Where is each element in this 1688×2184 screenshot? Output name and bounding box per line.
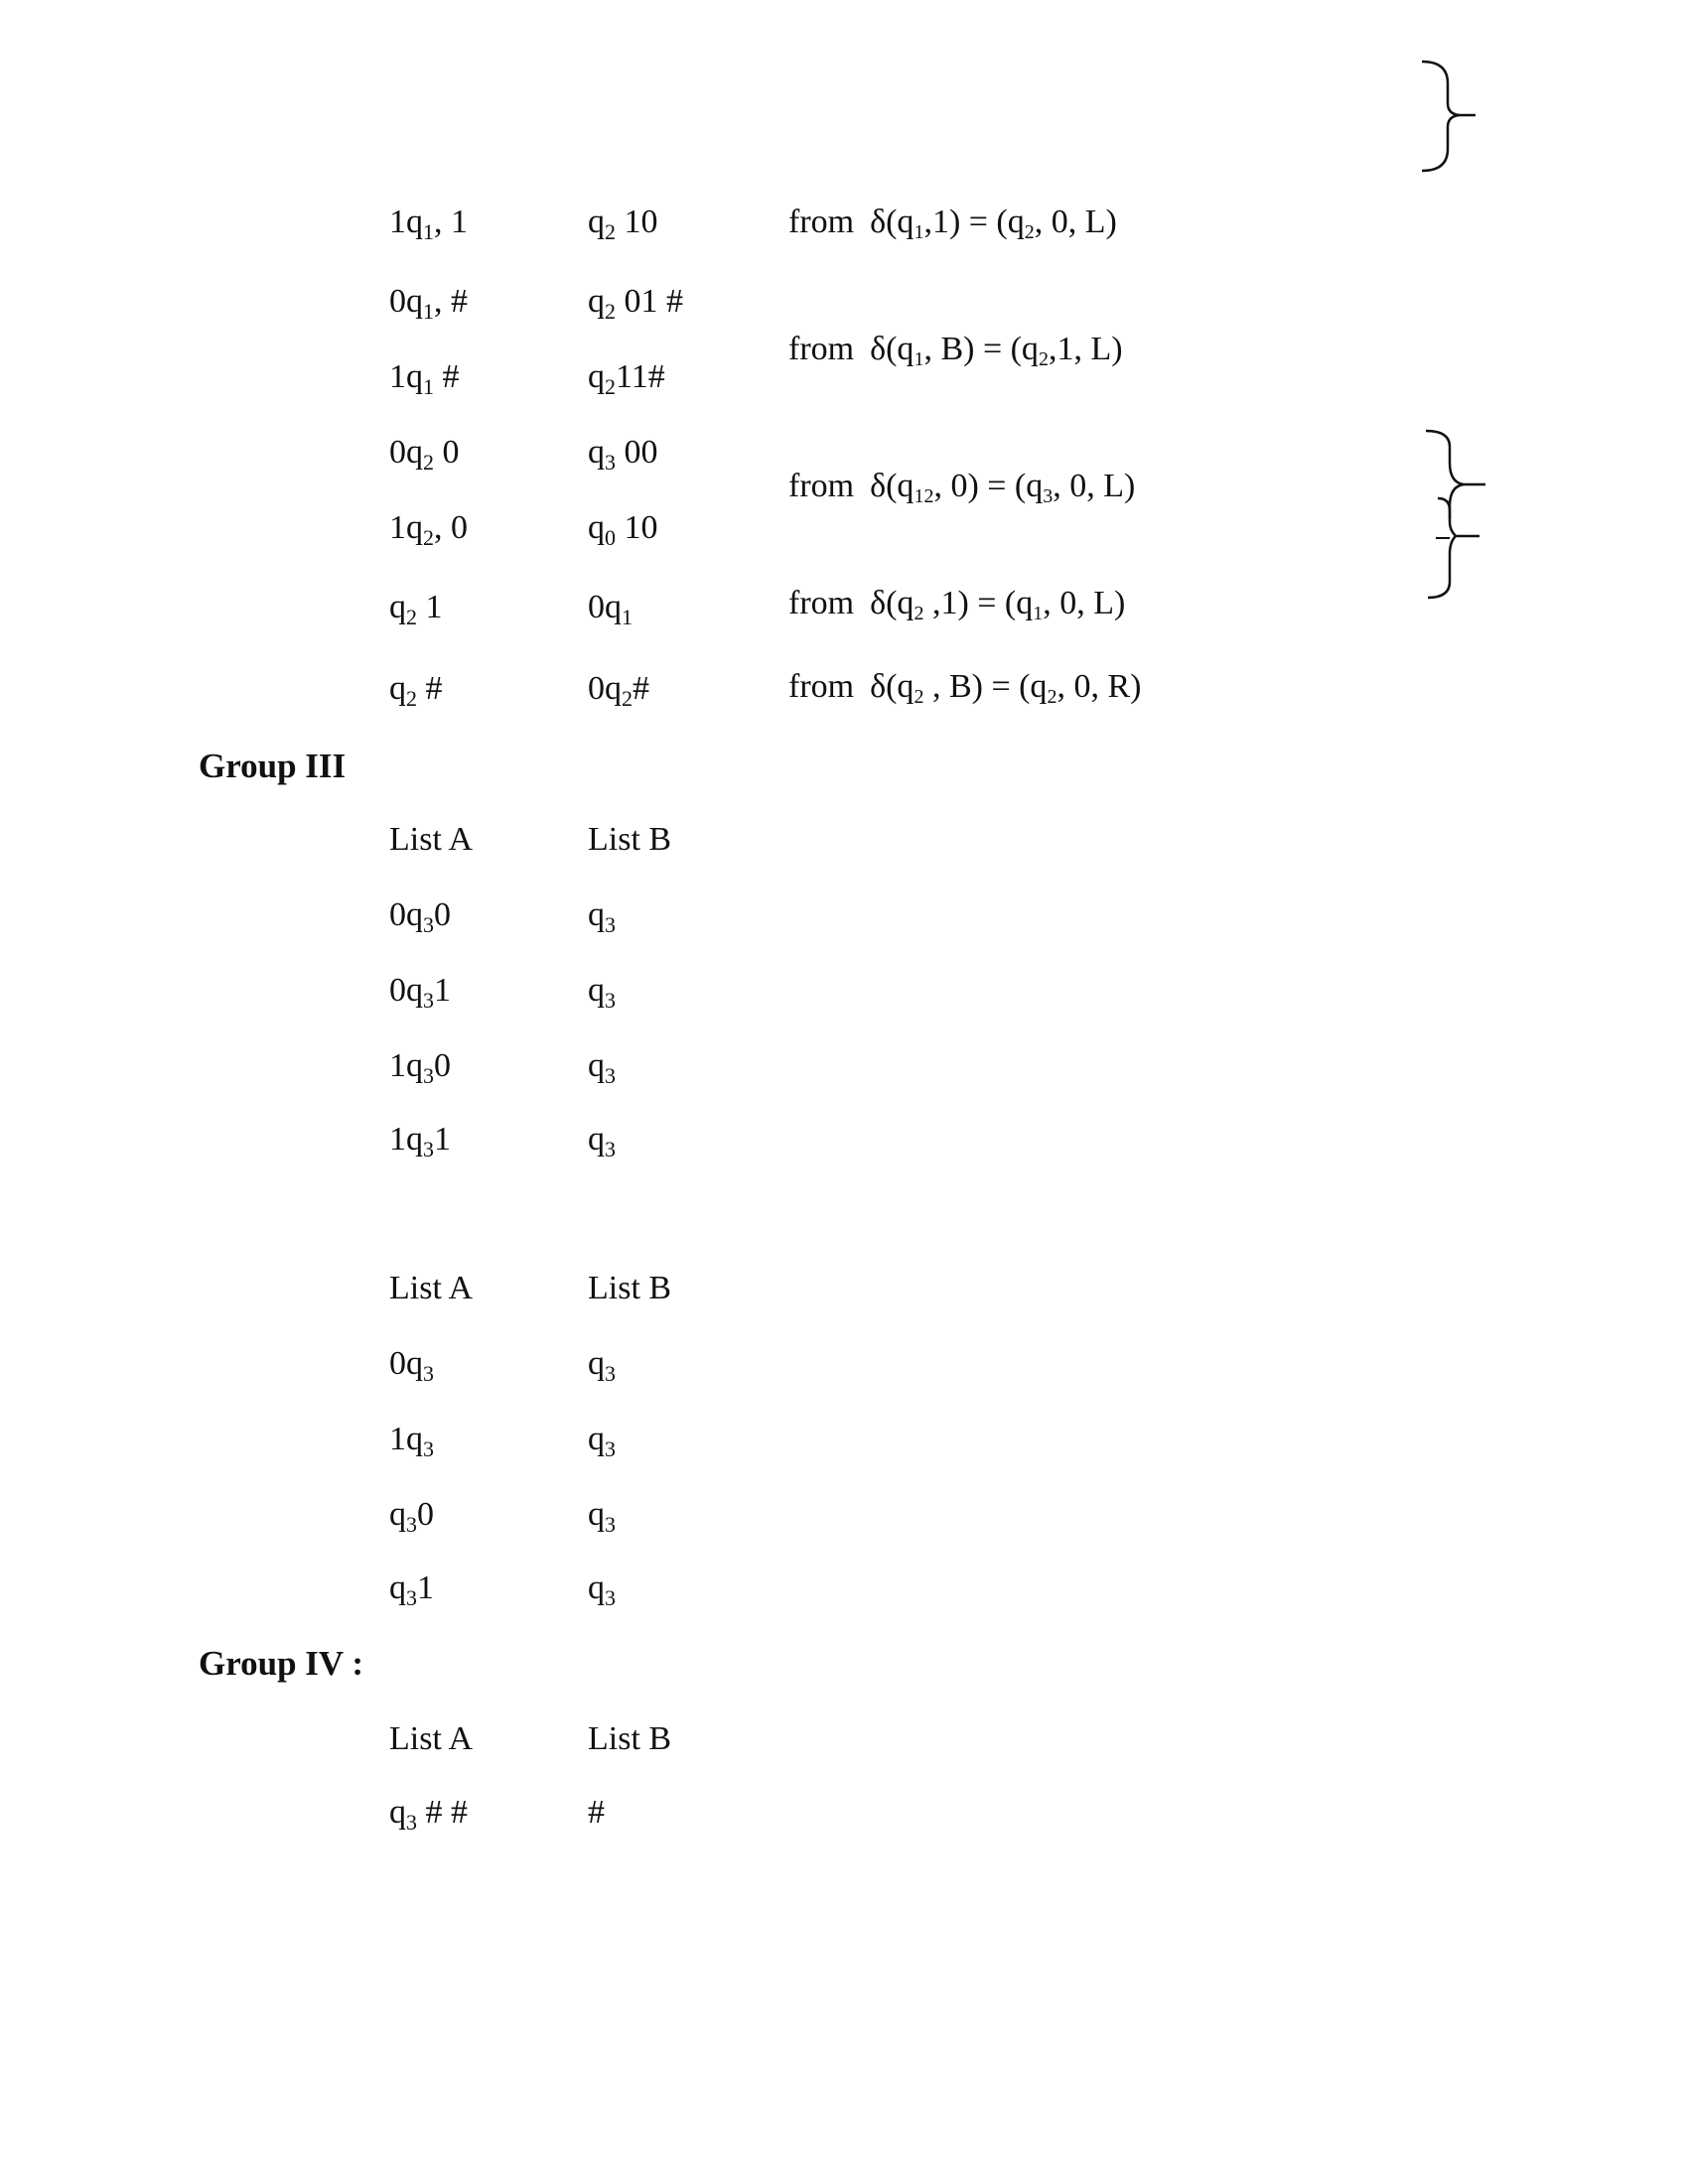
- g3t2-header-a: List A: [389, 1270, 474, 1306]
- g2-row7-a: $q_2$ #: [389, 670, 443, 711]
- g4-header-a: List A: [389, 1720, 474, 1757]
- g2-row4-b: $q_3$ 00: [588, 434, 658, 475]
- g2-row5-b: $q_0$ 10: [588, 509, 658, 550]
- g2-row5-a: $1q_2$, 0: [389, 509, 468, 550]
- g2-row2-b: $q_2$ 01 #: [588, 283, 683, 324]
- g3t1-row4-b: $q_3$: [588, 1121, 616, 1161]
- group4-heading: Group IV :: [199, 1644, 363, 1683]
- g2-row6-a: $q_2$ 1: [389, 589, 443, 629]
- g3t2-row1-b: $q_3$: [588, 1345, 616, 1386]
- g3t1-row2-b: $q_3$: [588, 972, 616, 1013]
- from-note-3: from δ(q12, 0) = (q3, 0, L): [788, 468, 1136, 507]
- g3t2-header-b: List B: [588, 1270, 672, 1306]
- g2-row3-a: $1q_1$ #: [389, 358, 460, 399]
- g3t1-row3-b: $q_3$: [588, 1047, 616, 1088]
- g3t1-header-a: List A: [389, 821, 474, 858]
- group3-heading: Group III: [199, 747, 347, 785]
- g2-row3-b: $q_211\#$: [588, 358, 665, 399]
- g4-row1-b: #: [588, 1794, 605, 1831]
- g2-row4-a: $0q_2$ 0: [389, 434, 460, 475]
- g3t1-row1-a: $0q_30$: [389, 896, 451, 937]
- g4-row1-a: $q_3$ # #: [389, 1794, 468, 1835]
- brace-top-icon: [1410, 58, 1479, 177]
- g3t1-header-b: List B: [588, 821, 672, 858]
- from-note-1: from δ(q1,1) = (q2, 0, L): [788, 204, 1117, 243]
- g3t2-row4-a: $q_31$: [389, 1570, 434, 1610]
- g3t2-row3-b: $q_3$: [588, 1496, 616, 1537]
- from-note-5: from δ(q2 , B) = (q2, 0, R): [788, 668, 1142, 708]
- g3t1-row4-a: $1q_31$: [389, 1121, 451, 1161]
- g2-row1-b: $q_2$ 10: [588, 204, 658, 244]
- g3t1-row1-b: $q_3$: [588, 896, 616, 937]
- from-note-4: from δ(q2 ,1) = (q1, 0, L): [788, 585, 1126, 624]
- g2-row6-b: $0q_1$: [588, 589, 633, 629]
- g4-header-b: List B: [588, 1720, 672, 1757]
- g3t2-row4-b: $q_3$: [588, 1570, 616, 1610]
- double-brace-icon: [1420, 427, 1509, 606]
- g3t2-row2-a: $1q_3$: [389, 1421, 434, 1461]
- g3t2-row2-b: $q_3$: [588, 1421, 616, 1461]
- g2-row7-b: $0q_2\#$: [588, 670, 649, 711]
- g3t1-row2-a: $0q_31$: [389, 972, 451, 1013]
- g2-row1-a: $1q_1$, 1: [389, 204, 468, 244]
- g3t2-row3-a: $q_30$: [389, 1496, 434, 1537]
- from-note-2: from δ(q1, B) = (q2,1, L): [788, 331, 1123, 370]
- g3t1-row3-a: $1q_30$: [389, 1047, 451, 1088]
- g3t2-row1-a: $0q_3$: [389, 1345, 434, 1386]
- g2-row2-a: $0q_1$, #: [389, 283, 468, 324]
